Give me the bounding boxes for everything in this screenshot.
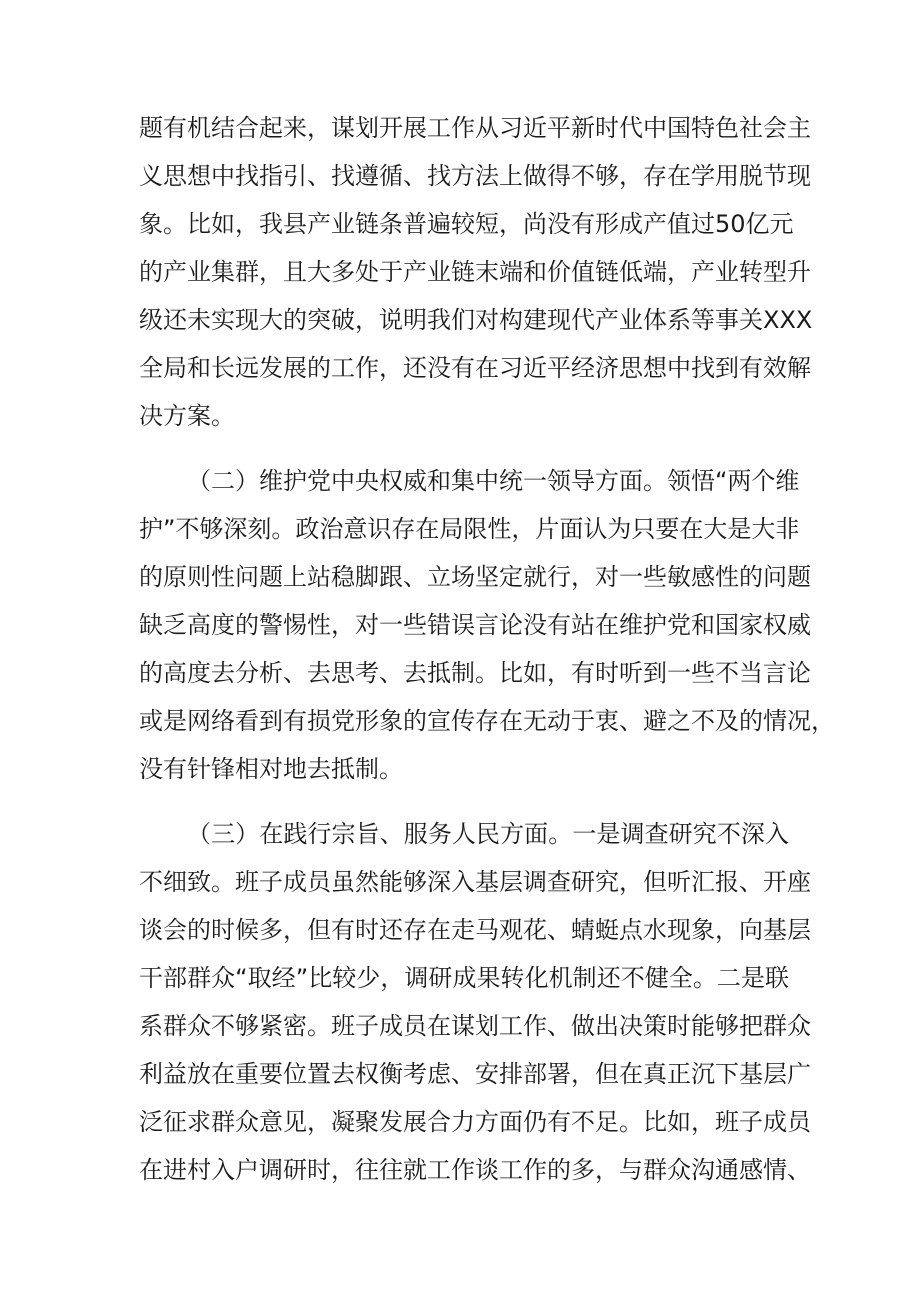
text-line: 在进村入户调研时，往往就工作谈工作的多，与群众沟通感情、 (139, 1156, 811, 1184)
text-line: 级还未实现大的突破，说明我们对构建现代产业体系等事关XXX (139, 306, 813, 334)
text-line: 题有机结合起来，谋划开展工作从习近平新时代中国特色社会主 (139, 114, 811, 142)
text-line: 不细致。班子成员虽然能够深入基层调查研究，但听汇报、开座 (139, 868, 811, 896)
text-line: 决方案。 (139, 402, 235, 430)
paragraph-spacer (139, 793, 789, 810)
paragraph-spacer (139, 440, 789, 457)
text-line: 缺乏高度的警惕性，对一些错误言论没有站在维护党和国家权威 (139, 611, 811, 639)
text-line: 全局和长远发展的工作，还没有在习近平经济思想中找到有效解 (139, 354, 811, 382)
text-line: 系群众不够紧密。班子成员在谋划工作、做出决策时能够把群众 (139, 1012, 811, 1040)
text-line: 象。比如，我县产业链条普遍较短，尚没有形成产值过50亿元 (139, 210, 794, 238)
text-line: 的高度去分析、去思考、去抵制。比如，有时听到一些不当言论 (139, 659, 811, 687)
paragraph-3 (139, 810, 811, 1194)
text-line: 义思想中找指引、找遵循、找方法上做得不够，存在学用脱节现 (139, 162, 811, 190)
text-line: 泛征求群众意见，凝聚发展合力方面仍有不足。比如，班子成员 (139, 1108, 811, 1136)
text-line: 的原则性问题上站稳脚跟、立场坚定就行，对一些敏感性的问题 (139, 563, 811, 591)
text-line: 的产业集群，且大多处于产业链末端和价值链低端，产业转型升 (139, 258, 811, 286)
text-line: （二）维护党中央权威和集中统一领导方面。领悟“两个维 (187, 467, 800, 495)
text-line: 谈会的时候多，但有时还存在走马观花、蜻蜓点水现象，向基层 (139, 916, 811, 944)
document-body (139, 104, 835, 1194)
text-line: 干部群众“取经”比较少，调研成果转化机制还不健全。二是联 (139, 964, 789, 992)
paragraph-1 (139, 104, 813, 440)
text-line: 护”不够深刻。政治意识存在局限性，片面认为只要在大是大非 (139, 515, 800, 543)
paragraph-2 (139, 457, 835, 793)
text-line: （三）在践行宗旨、服务人民方面。一是调查研究不深入 (187, 820, 789, 848)
text-line: 没有针锋相对地去抵制。 (139, 755, 403, 783)
text-line: 或是网络看到有损党形象的宣传存在无动于衷、避之不及的情况， (139, 707, 835, 735)
text-line: 利益放在重要位置去权衡考虑、安排部署，但在真正沉下基层广 (139, 1060, 811, 1088)
